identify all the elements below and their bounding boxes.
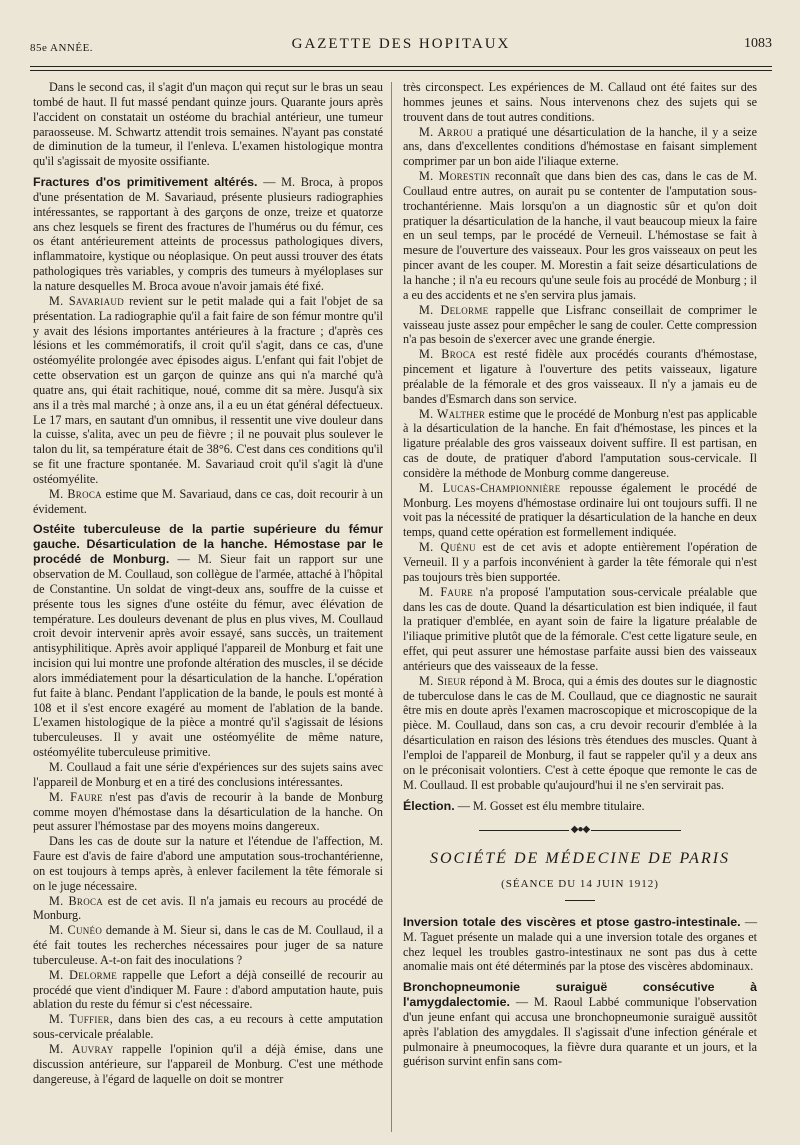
paragraph: [403, 540, 757, 585]
paragraph-text: M. Coullaud a fait une série d'expériences sur des sujets sains avec l'appareil de Monburg et en a tiré des conclusions intéressantes.: [33, 759, 383, 789]
speaker-name: M. Arrou: [419, 124, 473, 139]
speaker-name: M. Auvray: [49, 1042, 114, 1056]
header-rule-thick: [30, 66, 772, 67]
paragraph: [33, 790, 383, 835]
speaker-name: M. Walther: [419, 406, 486, 421]
paragraph: [403, 674, 757, 793]
column-divider: [391, 82, 392, 1132]
speaker-name: M. Tuffier: [49, 1012, 110, 1027]
section-heading: [33, 175, 383, 294]
ornament-line-left: [479, 830, 569, 831]
ornament-line-right: [591, 830, 681, 831]
paragraph: [33, 923, 383, 968]
paragraph-text: revient sur le petit malade qui a fait l'objet de sa présentation. La radiographie qu'il a fait faire de son fémur montre qu'il y avait des lésions importantes antérieures à la fracture ; d'après ces lésions et les commémoratifs, il croit qu'il s'agit, dans ce cas, d'une ostéomyélite prolongée avec épisodes aigus. L'enfant qui fait l'objet de cette observation est un garçon de quinze ans qui n'a marché qu'à quatre ans, qui était rachitique, noué, comme dit sa mère. Jusqu'à six ans il a très mal marché ; à onze ans, il a eu un état général défectueux. Le 17 mars, en sautant d'un omnibus, il ressentit une vive douleur dans la cuisse, s'alita, avec un peu de fièvre ; il ne pouvait plus soulever le talon du lit, sa température était de 38°6. C'est dans ces conditions qu'il se fit une fracture spontanée. M. Savariaud croit qu'il s'agit là d'une ostéomyélite.: [33, 293, 383, 486]
speaker-name: M. Broca: [419, 347, 476, 362]
society-title: SOCIÉTÉ DE MÉDECINE DE PARIS: [429, 850, 731, 868]
heading-title: Fractures d'os primitivement altérés.: [33, 175, 258, 190]
speaker-name: M. Sieur: [419, 673, 467, 688]
paragraph: [403, 407, 757, 481]
speaker-name: M. Broca: [49, 486, 102, 501]
paragraph-text: estime que M. Savariaud, dans ce cas, doit recourir à un évidement.: [33, 486, 383, 516]
session-rule: [565, 900, 595, 901]
paragraph: [33, 894, 383, 924]
paragraph: [33, 1042, 383, 1087]
paragraph-text: Dans les cas de doute sur la nature et l'étendue de l'affection, M. Faure est d'avis de faire d'abord une amputation sous-trochantérienne, on est toujours à temps après, à enlever facilement la tête fémorale si on le juge nécessaire.: [33, 834, 383, 893]
speaker-name: M. Cunéo: [49, 923, 103, 938]
paragraph: [403, 80, 757, 125]
paragraph-text: repousse également le procédé de Monburg. Les moyens d'hémostase ordinaire lui ont toujours suffi. Il ne voit pas la nécessité de pratiquer la désarticulation de la hanche en deux temps, quand cette opération est formellement indiquée.: [403, 480, 757, 540]
section-heading: [403, 980, 757, 1069]
paragraph: [33, 294, 383, 487]
paragraph-text: rappelle que Lefort a déjà conseillé de recourir au procédé que vient d'indiquer M. Faure : d'abord amputation haute, puis ablation du reste du fémur si c'est nécessaire.: [33, 967, 383, 1012]
speaker-name: M. Lucas-Championnière: [419, 480, 561, 495]
paragraph: [403, 585, 757, 674]
speaker-name: M. Faure: [49, 789, 103, 804]
heading-body: — M. Gosset est élu membre titulaire.: [454, 798, 645, 813]
journal-title: GAZETTE DES HOPITAUX: [291, 36, 511, 52]
speaker-name: M. Delorme: [49, 967, 118, 982]
section-heading: [33, 522, 383, 760]
paragraph: [33, 487, 383, 517]
page-header: [30, 34, 772, 58]
speaker-name: M. Quénu: [419, 540, 476, 555]
paragraph-text: demande à M. Sieur si, dans le cas de M. Coullaud, il a été fait toutes les recherches nécessaires pour juger de sa nature tuberculeuse. A-t-on fait des inoculations ?: [33, 923, 383, 967]
paragraph-text: très circonspect. Les expériences de M. Callaud ont été faites sur des hommes jeunes et sains. Nous intervenons chez des sujets qui se trouvent dans de tout autres conditions.: [403, 80, 757, 124]
speaker-name: M. Savariaud: [49, 293, 125, 308]
speaker-name: M. Faure: [419, 584, 474, 599]
paragraph-text: reconnaît que dans bien des cas, dans le cas de M. Coullaud entre autres, on aurait pu se contenter de l'amputation sous-trochantérienne. Mais lorsqu'on a un diagnostic sûr et qu'on doit pratiquer la désarticulation de la hanche, il vaut beaucoup mieux la faire en un seul temps, par le procédé de Verneuil. L'hémostase se fait à mesure de l'ouverture des vaisseaux. Pour les gros vaisseaux on peut les pincer avant de les couper. M. Morestin a fait seize désarticulations de la hanche ; il n'a eu recours qu'une seule fois au procédé de Monburg ; il a eu des accidents et ne s'en servira plus jamais.: [403, 169, 757, 302]
paragraph: [403, 347, 757, 406]
heading-title: Bronchopneumonie suraiguë consécutive à l'amygdalectomie.: [403, 980, 757, 1010]
paragraph: [403, 169, 757, 303]
paragraph: [403, 303, 757, 348]
paragraph: [33, 80, 383, 169]
paragraph-text: rappelle que Lisfranc conseillait de comprimer le vaisseau juste assez pour empêcher le sang de couler. Cette compression n'a pas besoin de s'exercer avec une grande énergie.: [403, 302, 757, 347]
paragraph-text: n'est pas d'avis de recourir à la bande de Monburg comme moyen d'hémostase dans la désarticulation de la hanche. On peut assurer l'hémostase par des moyens moins dangereux.: [33, 789, 383, 834]
paragraph-text: n'a proposé l'amputation sous-cervicale préalable que dans les cas de doute. Quand la désarticulation est bien indiquée, il faut la pratiquer d'emblée, en ayant soin de faire la ligature préalable de l'iliaque primitive plutôt que de la fémorale. C'est cette ligature seule, en effet, qui peut assurer une hémostase parfaite aussi bien des vaisseaux antérieurs que des vaisseaux de la fesse.: [403, 584, 758, 673]
paragraph-text: Dans le second cas, il s'agit d'un maçon qui reçut sur le bras un seau tombé de haut. Il fut massé pendant quinze jours. Quarante jours après l'accident on constatait un ostéome du brachial antérieur, une tumeur paraosseuse. M. Schwartz attendit trois semaines. N'ayant pas constaté de diminution de la tumeur, il l'enleva. L'examen histologique montra qu'il s'agissait de myosite ossifiante.: [33, 80, 383, 169]
section-heading: [403, 915, 757, 974]
heading-body: — M. Raoul Labbé communique l'observation d'un jeune enfant qui accusa une bronchopneumonie suraiguë aussitôt après l'ablation des amygdales. Il s'agissait d'une infection générale et pulmonaire à pneumocoques, la fièvre dura quarante et un jours, et la guérison survint enfin sans com-: [403, 995, 757, 1069]
heading-body: — M. Taguet présente un malade qui a une inversion totale des organes et chez lequel les troubles gastro-intestinaux ne sont pas dus à cette anomalie mais ont été déterminés par la ptose des viscères abdominaux.: [403, 914, 758, 974]
heading-title: Inversion totale des viscères et ptose gastro-intestinale.: [403, 914, 741, 929]
heading-title: Élection.: [403, 798, 455, 813]
paragraph-text: a pratiqué une désarticulation de la hanche, il y a seize ans, dans d'excellentes conditions d'hémostase en faisant simplement comprimer par un bon aide l'iliaque externe.: [403, 124, 757, 169]
volume-label: 85e ANNÉE.: [30, 42, 94, 54]
paragraph: [33, 1012, 383, 1042]
right-column: [403, 80, 757, 1069]
section-heading: [403, 799, 757, 814]
paragraph: [403, 481, 757, 540]
page-number: 1083: [744, 36, 772, 51]
paragraph-text: est de cet avis. Il n'a jamais eu recours au procédé de Monburg.: [33, 893, 383, 923]
section-ornament: ◆●◆: [403, 823, 757, 838]
paragraph: [33, 760, 383, 790]
session-date: (SÉANCE DU 14 JUIN 1912): [501, 878, 659, 891]
paragraph: [33, 968, 383, 1013]
speaker-name: M. Broca: [49, 893, 104, 908]
left-column: [33, 80, 383, 1087]
paragraph-text: estime que le procédé de Monburg n'est pas applicable à la désarticulation de la hanche. En fait d'hémostase, les pinces et la ligature préalable des gros vaisseaux doivent suffire. Il est partisan, en cas de doute, de pratiquer d'abord l'amputation sous-cervicale. Il considère la méthode de Monburg comme dangereuse.: [403, 406, 757, 480]
heading-body: — M. Sieur fait un rapport sur une observation de M. Coullaud, son collègue de l'armée, attaché à l'hôpital de Constantine. Un soldat de vingt-deux ans, souffre de la cuisse et présente tous les signes d'une ostéite du fémur, avec élévation de température. Les douleurs devenant de plus en plus vives, M. Coullaud croit devoir intervenir après avoir essayé, sans succès, un traitement antisyphilitique. Après avoir appliqué l'appareil de Monburg et fait une incision qui lui montre une profonde altération des muscles, il se décide alors immédiatement pour la désarticulation de la hanche. L'opération fut faite à blanc. Pendant l'application de la bande, le pouls est monté à 108 et il s'est encore exagéré au moment de l'ablation de la bande. L'examen histologique de la pièce a montré qu'il s'agissait de lésions tuberculeuses. Il y avait une ostéomyélite de même nature, ostéomyélite tuberculeuse primitive.: [33, 552, 383, 760]
heading-title: Ostéite tuberculeuse de la partie supérieure du fémur gauche. Désarticulation de la hanche. Hémostase par le procédé de Monburg.: [33, 522, 383, 567]
paragraph-text: rappelle l'opinion qu'il a déjà émise, dans une discussion antérieure, sur l'appareil de Monburg. C'est une méthode dangereuse, à l'égard de laquelle on doit se montrer: [33, 1042, 383, 1086]
heading-body: — M. Broca, à propos d'une présentation de M. Savariaud, présente plusieurs radiographies intéressantes, se rapportant à des garçons de onze, treize et quatorze ans chez lesquels se firent des fractures de l'humérus ou du fémur, ces os étant antérieurement atteints de processus pathologiques divers, inflammatoire, kystique ou néoplasique. On peut aussi trouver des états pathologiques très variables, y compris des tumeurs à myéloplases sur la nature desquelles M. Broca avoue n'avoir jamais été fixé.: [33, 175, 383, 293]
paragraph: [33, 834, 383, 893]
paragraph: [403, 125, 757, 170]
speaker-name: M. Morestin: [419, 169, 490, 184]
paragraph-text: , dans bien des cas, a eu recours à cette amputation sous-cervicale préalable.: [33, 1012, 383, 1042]
paragraph-text: est de cet avis et adopte entièrement l'opération de Verneuil. Il y a parfois inconvénient à garder la tête fémorale qui n'est pas toujours très bien supportée.: [403, 540, 757, 584]
paragraph-text: est resté fidèle aux procédés courants d'hémostase, pincement et ligature à l'ouverture des petits vaisseaux, ligature préalable de la fémorale et des gros vaisseaux. Il n'y a jamais eu de bandes d'Esmarch dans son service.: [403, 347, 757, 406]
header-rule-thin: [30, 70, 772, 71]
paragraph-text: répond à M. Broca, qui a émis des doutes sur le diagnostic de tuberculose dans le cas de M. Coullaud, que ce diagnostic ne saurait être mis en doute après l'examen macroscopique et microscopique de la pièce. M. Coullaud, dans son cas, a cru devoir recourir d'emblée à la désarticulation en raison des lésions très étendues des muscles. Quant à l'emploi de l'appareil de Monburg, il faut se rappeler qu'il y a deux ans on le préconisait volontiers. C'est à cette époque que remonte le cas de M. Coullaud. Il est probable qu'aujourd'hui il ne s'en servirait pas.: [403, 673, 757, 792]
speaker-name: M. Delorme: [419, 302, 489, 317]
